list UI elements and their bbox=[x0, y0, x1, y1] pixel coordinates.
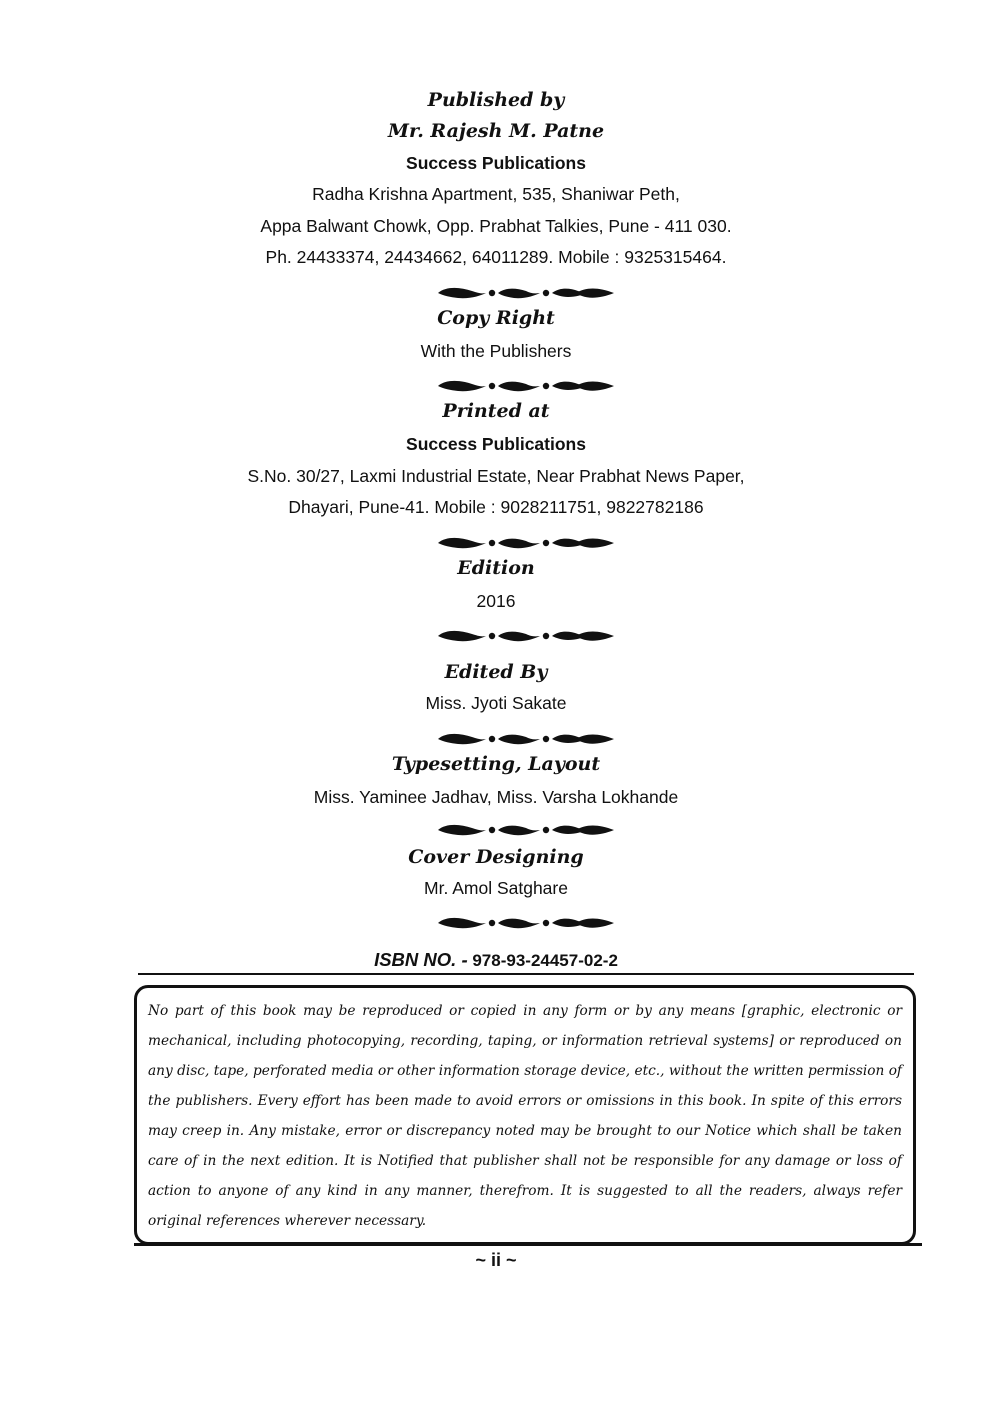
ornament-divider-icon bbox=[436, 628, 616, 644]
copyright-notice-text: No part of this book may be reproduced or copied in any form or by any means [graphic, electronic or mechanical, including photocopying, recording, taping, or information retrieval systems] or reproduced on any disc, tape, perforated media or other information storage device, etc., without the written permission of the publishers. Every effort has been made to avoid errors or omissions in this book. In spite of this errors may creep in. Any mistake, error or discrepancy noted may be brought to our Notice which shall be taken care of in the next edition. It is Notified that publisher shall not be responsible for any damage or loss of action to anyone of any kind in any manner, therefrom. It is suggested to all the readers, always refer original references wherever necessary. bbox=[148, 1003, 902, 1229]
editor-name: Miss. Jyoti Sakate bbox=[425, 693, 567, 713]
ornament-divider-icon bbox=[436, 378, 616, 394]
edited-heading: Edited By bbox=[444, 661, 548, 683]
publisher-address-line1: Radha Krishna Apartment, 535, Shaniwar Peth, bbox=[312, 184, 680, 204]
edition-heading: Edition bbox=[457, 557, 535, 579]
printer-company: Success Publications bbox=[406, 434, 586, 454]
printer-address-line2: Dhayari, Pune-41. Mobile : 9028211751, 9822782186 bbox=[288, 497, 704, 517]
edition-year: 2016 bbox=[476, 591, 516, 611]
isbn bbox=[0, 951, 992, 970]
typesetting-heading: Typesetting, Layout bbox=[391, 753, 601, 775]
ornament-divider-icon bbox=[436, 285, 616, 301]
isbn-label: ISBN NO. - bbox=[374, 949, 468, 970]
printed-heading: Printed at bbox=[442, 400, 550, 422]
publisher-phone: Ph. 24433374, 24434662, 64011289. Mobile : 9325315464. bbox=[265, 247, 727, 267]
ornament-divider-icon bbox=[436, 731, 616, 747]
bottom-rule bbox=[134, 1243, 922, 1246]
publisher-address-line2: Appa Balwant Chowk, Opp. Prabhat Talkies, Pune - 411 030. bbox=[260, 216, 732, 236]
copyright-text: With the Publishers bbox=[420, 341, 572, 361]
printer-address-line1: S.No. 30/27, Laxmi Industrial Estate, Near Prabhat News Paper, bbox=[247, 466, 745, 486]
ornament-divider-icon bbox=[436, 915, 616, 931]
ornament-divider-icon bbox=[436, 535, 616, 551]
cover-designer-name: Mr. Amol Satghare bbox=[424, 878, 568, 898]
typesetting-names: Miss. Yaminee Jadhav, Miss. Varsha Lokhande bbox=[313, 787, 679, 807]
isbn-rule bbox=[138, 973, 914, 975]
page-number: ~ ii ~ bbox=[475, 1250, 517, 1270]
copyright-heading: Copy Right bbox=[437, 307, 555, 329]
copyright-notice-box bbox=[134, 985, 916, 1245]
published-heading: Published by bbox=[427, 89, 565, 111]
ornament-divider-icon bbox=[436, 822, 616, 838]
publisher-name: Mr. Rajesh M. Patne bbox=[387, 120, 605, 142]
publisher-company: Success Publications bbox=[406, 153, 586, 173]
isbn-value: 978-93-24457-02-2 bbox=[472, 951, 618, 970]
cover-heading: Cover Designing bbox=[408, 846, 584, 868]
